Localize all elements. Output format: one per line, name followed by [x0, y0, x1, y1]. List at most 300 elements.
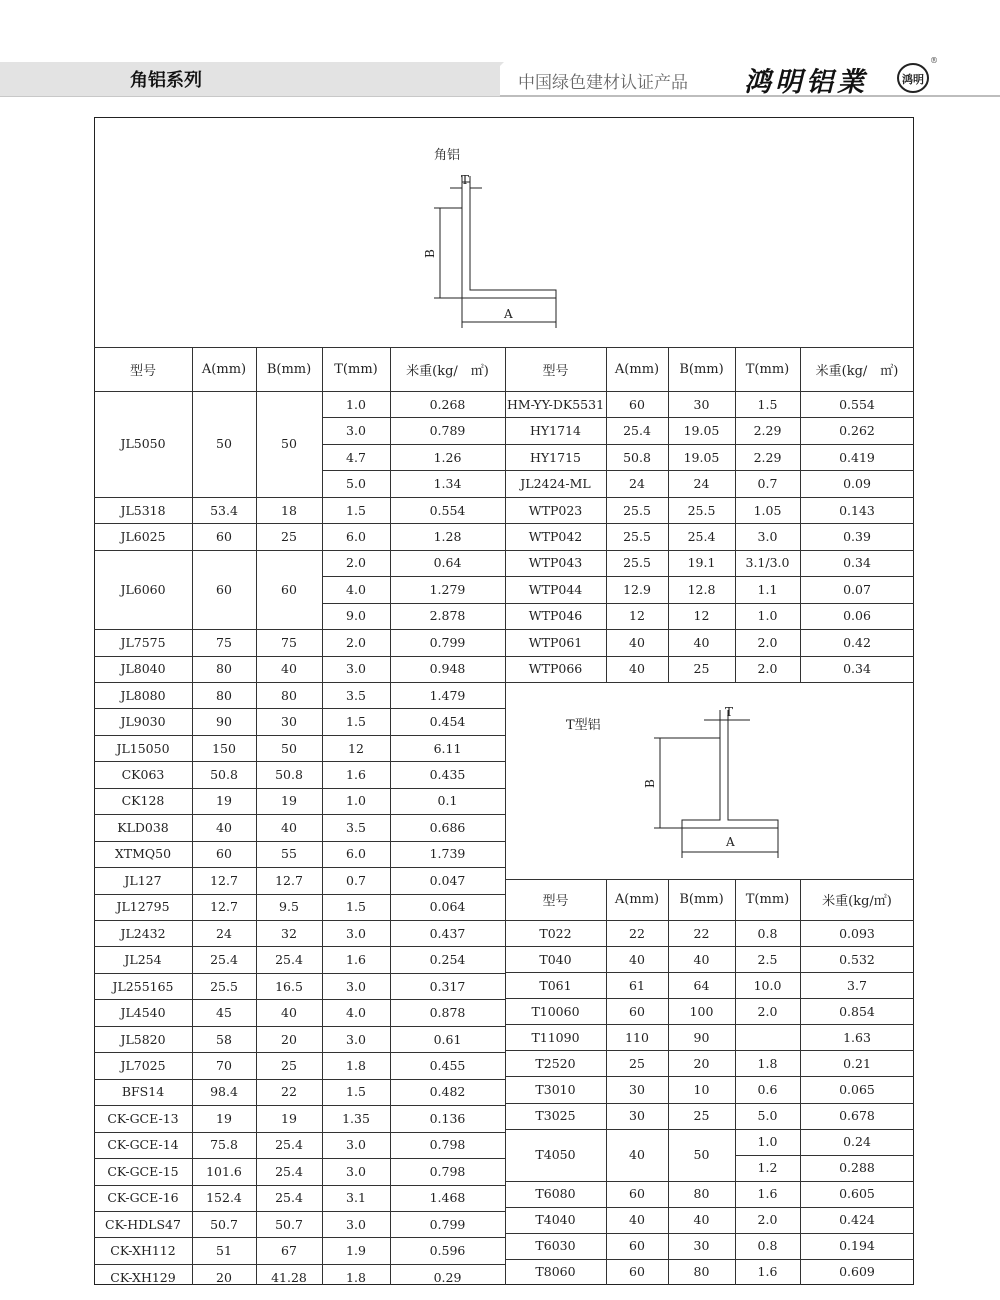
left-a-cell: 24 — [216, 925, 232, 941]
right-top-t-cell: 2.29 — [753, 423, 782, 439]
left-weight-cell: 0.047 — [429, 872, 466, 888]
right-bottom-b-cell: 10 — [693, 1081, 710, 1097]
right-bottom-model-cell: T10060 — [531, 1003, 580, 1019]
right-bottom-a-cell: 60 — [629, 1003, 645, 1019]
right-bottom-header-model: 型号 — [542, 894, 569, 909]
right-top-t-cell: 2.0 — [757, 661, 778, 677]
right-bottom-b-cell: 80 — [693, 1186, 710, 1202]
right-bottom-header-b: B(mm) — [679, 892, 724, 907]
left-model-cell: CK063 — [121, 767, 165, 783]
left-a-cell: 60 — [216, 528, 232, 544]
right-bottom-header-t: T(mm) — [745, 892, 790, 907]
left-t-cell: 3.0 — [346, 661, 366, 677]
left-t-cell: 1.0 — [346, 793, 366, 809]
left-a-cell: 20 — [216, 1269, 232, 1285]
left-model-cell: CK-GCE-14 — [107, 1137, 179, 1153]
left-a-cell: 75 — [216, 634, 232, 650]
right-bottom-a-cell: 60 — [629, 1264, 645, 1280]
column-divider — [192, 347, 193, 1285]
header-band-slant — [470, 62, 504, 96]
right-top-header-a: A(mm) — [614, 361, 660, 377]
left-a-cell: 25.4 — [210, 952, 238, 968]
left-a-cell: 98.4 — [210, 1084, 238, 1100]
left-weight-cell: 6.11 — [433, 740, 462, 756]
left-t-cell: 1.0 — [346, 396, 366, 412]
right-bottom-a-cell: 25 — [629, 1055, 645, 1071]
left-t-cell: 1.8 — [346, 1269, 366, 1285]
left-a-cell: 150 — [212, 740, 236, 756]
right-top-weight-cell: 0.09 — [843, 476, 871, 492]
right-top-model-cell: HY1715 — [530, 449, 581, 465]
left-header-b: B(mm) — [266, 361, 312, 377]
right-top-header-t: T(mm) — [745, 361, 790, 377]
right-bottom-b-cell: 40 — [693, 1212, 710, 1228]
right-top-a-cell: 60 — [629, 396, 645, 412]
left-a-cell: 80 — [216, 661, 232, 677]
t-diagram-title: T型铝 — [566, 718, 601, 733]
left-a-cell: 58 — [216, 1031, 232, 1047]
left-b-cell: 20 — [281, 1031, 297, 1047]
right-bottom-weight-cell: 0.424 — [839, 1212, 875, 1228]
angle-label-b: B — [423, 249, 437, 258]
left-weight-cell: 0.317 — [429, 978, 466, 994]
left-model-cell: BFS14 — [121, 1084, 165, 1100]
left-a-cell: 19 — [216, 793, 232, 809]
left-weight-cell: 1.34 — [433, 476, 462, 492]
left-weight-cell: 1.26 — [433, 449, 462, 465]
right-bottom-b-cell: 100 — [689, 1003, 714, 1019]
left-t-cell: 1.5 — [346, 1084, 366, 1100]
right-top-t-cell: 2.0 — [757, 634, 778, 650]
right-bottom-b-cell: 90 — [693, 1029, 710, 1045]
left-a-cell: 40 — [216, 819, 232, 835]
right-top-weight-cell: 0.143 — [839, 502, 875, 518]
right-top-b-cell: 40 — [693, 634, 710, 650]
left-weight-cell: 0.1 — [437, 793, 458, 809]
left-b-cell: 25 — [281, 528, 297, 544]
left-a-cell: 12.7 — [210, 872, 238, 888]
header-band — [0, 62, 500, 96]
right-bottom-t-cell: 1.6 — [757, 1264, 778, 1280]
left-b-cell: 50.7 — [275, 1216, 303, 1232]
right-top-b-cell: 12 — [693, 608, 710, 624]
left-a-cell: 19 — [216, 1110, 232, 1126]
right-bottom-weight-cell: 0.24 — [843, 1134, 871, 1150]
left-b-cell: 32 — [281, 925, 297, 941]
right-top-model-cell: HM-YY-DK5531 — [506, 396, 605, 412]
right-bottom-weight-cell: 0.678 — [839, 1108, 875, 1124]
left-model-cell: CK-GCE-15 — [107, 1163, 179, 1179]
left-weight-cell: 0.878 — [429, 1005, 466, 1021]
left-model-cell: CK128 — [121, 793, 165, 809]
right-top-b-cell: 25.5 — [687, 502, 716, 518]
left-weight-cell: 0.064 — [429, 899, 466, 915]
right-top-a-cell: 25.5 — [623, 555, 651, 571]
left-t-cell: 1.8 — [346, 1057, 366, 1073]
left-t-cell: 6.0 — [346, 846, 366, 862]
right-top-weight-cell: 0.419 — [839, 449, 875, 465]
right-bottom-model-cell: T6030 — [535, 1238, 576, 1254]
left-model-cell: JL5820 — [120, 1031, 166, 1047]
left-a-cell: 60 — [216, 846, 232, 862]
left-weight-cell: 2.878 — [429, 608, 466, 624]
brand-name: 鸿明铝業 — [744, 67, 868, 98]
right-bottom-a-cell: 40 — [629, 1212, 645, 1228]
left-weight-cell: 0.437 — [429, 925, 466, 941]
right-top-t-cell: 1.1 — [757, 581, 778, 597]
left-a-cell: 12.7 — [210, 899, 238, 915]
angle-profile-outline — [462, 182, 556, 298]
left-weight-cell: 1.28 — [433, 528, 462, 544]
right-bottom-a-cell: 22 — [629, 925, 645, 941]
left-b-cell: 25.4 — [275, 1190, 303, 1206]
left-weight-cell: 0.596 — [429, 1243, 466, 1259]
left-t-cell: 12 — [348, 740, 364, 756]
left-t-cell: 3.5 — [346, 687, 366, 703]
right-top-header-weight: 米重(kg/ ㎡) — [815, 363, 899, 379]
right-bottom-b-cell: 80 — [693, 1264, 710, 1280]
column-divider — [800, 879, 801, 1285]
left-model-cell: JL7575 — [120, 634, 166, 650]
left-t-cell: 1.9 — [346, 1243, 366, 1259]
left-b-cell: 25.4 — [275, 1137, 303, 1153]
right-top-a-cell: 25.5 — [623, 502, 651, 518]
right-top-a-cell: 12.9 — [623, 581, 651, 597]
right-top-b-cell: 19.05 — [683, 423, 720, 439]
left-a-cell: 70 — [216, 1057, 232, 1073]
right-bottom-t-cell: 5.0 — [757, 1108, 778, 1124]
right-bottom-model-cell: T3010 — [535, 1081, 576, 1097]
left-t-cell: 2.0 — [346, 634, 366, 650]
right-bottom-b-cell: 22 — [693, 925, 710, 941]
right-bottom-t-cell: 2.0 — [757, 1003, 778, 1019]
left-b-cell: 80 — [281, 687, 297, 703]
t-label-t: T — [725, 705, 734, 719]
right-bottom-t-cell: 1.0 — [757, 1134, 778, 1150]
left-t-cell: 3.1 — [346, 1190, 366, 1206]
right-top-t-cell: 0.7 — [757, 476, 778, 492]
right-bottom-weight-cell: 0.288 — [839, 1160, 875, 1176]
left-weight-cell: 0.789 — [429, 423, 466, 439]
right-bottom-weight-cell: 0.194 — [839, 1238, 875, 1254]
left-b-cell: 9.5 — [279, 899, 299, 915]
right-bottom-model-cell: T11090 — [531, 1029, 580, 1045]
left-t-cell: 4.7 — [346, 449, 366, 465]
brand-logo-text: 鸿明 — [902, 73, 924, 86]
left-t-cell: 9.0 — [346, 608, 366, 624]
right-bottom-a-cell: 30 — [629, 1081, 645, 1097]
right-top-model-cell: WTP066 — [528, 661, 583, 677]
right-bottom-a-cell: 40 — [629, 951, 645, 967]
right-bottom-weight-cell: 0.532 — [839, 951, 875, 967]
angle-diagram-title: 角铝 — [434, 148, 461, 163]
left-b-cell: 25.4 — [275, 952, 303, 968]
right-top-weight-cell: 0.06 — [843, 608, 871, 624]
angle-profile-diagram — [420, 170, 570, 330]
right-bottom-t-cell: 0.8 — [757, 925, 778, 941]
right-top-a-cell: 40 — [629, 634, 645, 650]
left-a-cell: 152.4 — [206, 1190, 242, 1206]
left-t-cell: 5.0 — [346, 476, 366, 492]
header-underline-left — [0, 96, 500, 97]
right-top-t-cell: 2.29 — [753, 449, 782, 465]
left-t-cell: 1.35 — [342, 1110, 370, 1126]
right-bottom-model-cell: T022 — [539, 925, 572, 941]
left-weight-cell: 0.64 — [433, 555, 462, 571]
right-bottom-a-cell: 30 — [629, 1108, 645, 1124]
left-t-cell: 1.6 — [346, 767, 366, 783]
right-top-weight-cell: 0.34 — [843, 555, 871, 571]
right-bottom-b-cell: 50 — [693, 1147, 710, 1163]
left-model-cell: CK-GCE-16 — [107, 1190, 179, 1206]
right-bottom-weight-cell: 0.065 — [839, 1081, 875, 1097]
left-weight-cell: 0.136 — [429, 1110, 466, 1126]
right-top-a-cell: 40 — [629, 661, 645, 677]
right-bottom-model-cell: T8060 — [535, 1264, 576, 1280]
right-top-header-model: 型号 — [542, 363, 569, 379]
left-model-cell: CK-GCE-13 — [107, 1110, 179, 1126]
left-t-cell: 1.5 — [346, 502, 366, 518]
right-bottom-model-cell: T2520 — [535, 1055, 576, 1071]
left-b-cell: 67 — [281, 1243, 297, 1259]
right-top-b-cell: 24 — [693, 476, 710, 492]
left-t-cell: 3.0 — [346, 978, 366, 994]
registered-mark: ® — [930, 56, 938, 65]
left-weight-cell: 0.799 — [429, 634, 466, 650]
right-top-a-cell: 50.8 — [623, 449, 651, 465]
right-bottom-weight-cell: 1.63 — [843, 1029, 871, 1045]
left-b-cell: 40 — [281, 819, 297, 835]
left-b-cell: 22 — [281, 1084, 297, 1100]
left-model-cell: JL6025 — [120, 528, 166, 544]
right-top-model-cell: WTP044 — [528, 581, 583, 597]
left-weight-cell: 0.798 — [429, 1137, 466, 1153]
right-top-model-cell: WTP042 — [528, 528, 583, 544]
left-t-cell: 1.5 — [346, 714, 366, 730]
right-top-weight-cell: 0.554 — [839, 396, 875, 412]
right-top-t-cell: 1.05 — [753, 502, 782, 518]
left-b-cell: 19 — [281, 793, 297, 809]
left-header-weight_left: 米重(kg/ ㎡) — [406, 363, 489, 379]
left-weight-cell: 0.435 — [429, 767, 466, 783]
right-bottom-model-cell: T040 — [539, 951, 572, 967]
left-weight-cell: 0.454 — [429, 714, 466, 730]
right-top-t-cell: 3.1/3.0 — [745, 555, 790, 571]
t-profile-outline — [682, 720, 778, 828]
left-b-cell: 16.5 — [275, 978, 303, 994]
right-top-t-cell: 1.0 — [757, 608, 778, 624]
right-bottom-t-cell — [735, 1024, 800, 1050]
left-t-cell: 3.0 — [346, 1031, 366, 1047]
brand-logo-icon — [896, 62, 930, 94]
left-model-cell: JL12795 — [116, 899, 170, 915]
left-weight-cell: 0.948 — [429, 661, 466, 677]
right-bottom-t-cell: 1.8 — [757, 1055, 778, 1071]
left-model-cell: CK-HDLS47 — [105, 1216, 181, 1232]
right-top-weight-cell: 0.39 — [843, 528, 871, 544]
column-divider — [735, 347, 736, 682]
left-model-cell: JL15050 — [116, 740, 170, 756]
right-bottom-weight-cell: 0.093 — [839, 925, 875, 941]
right-bottom-a-cell: 61 — [629, 977, 645, 993]
column-divider — [256, 347, 257, 1285]
left-header-model: 型号 — [129, 363, 156, 379]
right-top-b-cell: 25 — [693, 661, 710, 677]
column-divider — [668, 879, 669, 1285]
right-bottom-weight-cell: 3.7 — [847, 977, 867, 993]
right-top-model-cell: JL2424-ML — [520, 476, 591, 492]
t-label-b: B — [643, 779, 657, 788]
t-label-a: A — [726, 835, 735, 849]
left-b-cell: 30 — [281, 714, 297, 730]
right-bottom-t-cell: 0.6 — [757, 1081, 778, 1097]
right-top-weight-cell: 0.42 — [843, 634, 871, 650]
left-t-cell: 3.0 — [346, 1163, 366, 1179]
section-title: 角铝系列 — [130, 70, 202, 91]
left-b-cell: 18 — [281, 502, 297, 518]
right-top-model-cell: WTP043 — [528, 555, 583, 571]
left-t-cell: 3.0 — [346, 423, 366, 439]
left-t-cell: 0.7 — [346, 872, 366, 888]
right-bottom-t-cell: 1.2 — [757, 1160, 778, 1176]
left-weight-cell: 0.268 — [429, 396, 466, 412]
left-b-cell: 55 — [281, 846, 297, 862]
left-t-cell: 3.0 — [346, 1216, 366, 1232]
left-weight-cell: 1.279 — [429, 581, 466, 597]
right-bottom-model-cell: T6080 — [535, 1186, 576, 1202]
left-t-cell: 2.0 — [346, 555, 366, 571]
left-b-cell: 25 — [281, 1057, 297, 1073]
row-divider — [505, 682, 914, 683]
left-b-cell: 12.7 — [275, 872, 303, 888]
column-divider — [735, 879, 736, 1285]
left-t-cell: 1.6 — [346, 952, 366, 968]
left-weight-cell: 0.254 — [429, 952, 466, 968]
right-bottom-a-cell: 60 — [629, 1238, 645, 1254]
left-b-cell: 60 — [281, 581, 297, 597]
right-bottom-model-cell: T3025 — [535, 1108, 576, 1124]
right-top-weight-cell: 0.34 — [843, 661, 871, 677]
right-bottom-header-a: A(mm) — [614, 892, 660, 907]
right-top-a-cell: 25.5 — [623, 528, 651, 544]
header-slogan: 中国绿色建材认证产品 — [518, 73, 688, 93]
left-a-cell: 80 — [216, 687, 232, 703]
left-weight-cell: 0.61 — [433, 1031, 462, 1047]
left-weight-cell: 1.468 — [429, 1190, 466, 1206]
left-a-cell: 50.8 — [210, 767, 238, 783]
left-model-cell: JL6060 — [120, 581, 166, 597]
right-bottom-a-cell: 40 — [629, 1147, 645, 1163]
left-header-t: T(mm) — [334, 361, 378, 377]
right-top-b-cell: 19.1 — [687, 555, 716, 571]
left-b-cell: 50.8 — [275, 767, 303, 783]
left-weight-cell: 1.479 — [429, 687, 466, 703]
left-weight-cell: 0.554 — [429, 502, 466, 518]
left-model-cell: KLD038 — [117, 819, 169, 835]
right-bottom-a-cell: 60 — [629, 1186, 645, 1202]
column-divider — [606, 879, 607, 1285]
left-model-cell: JL7025 — [120, 1057, 166, 1073]
right-top-a-cell: 25.4 — [623, 423, 651, 439]
left-model-cell: JL4540 — [120, 1005, 166, 1021]
left-a-cell: 50 — [216, 436, 232, 452]
right-bottom-b-cell: 40 — [693, 951, 710, 967]
column-divider — [390, 347, 391, 1285]
right-top-b-cell: 19.05 — [683, 449, 720, 465]
right-bottom-weight-cell: 0.854 — [839, 1003, 875, 1019]
left-model-cell: JL127 — [124, 872, 162, 888]
right-bottom-b-cell: 64 — [693, 977, 710, 993]
left-weight-cell: 0.798 — [429, 1163, 466, 1179]
left-model-cell: JL254 — [124, 952, 162, 968]
left-model-cell: JL5050 — [120, 436, 166, 452]
angle-label-t: T — [461, 173, 470, 187]
right-top-model-cell: WTP023 — [528, 502, 583, 518]
column-divider — [322, 347, 323, 1285]
left-model-cell: JL255165 — [112, 978, 174, 994]
right-bottom-weight-cell: 0.21 — [843, 1055, 871, 1071]
right-top-model-cell: WTP061 — [528, 634, 583, 650]
right-bottom-t-cell: 2.0 — [757, 1212, 778, 1228]
left-b-cell: 75 — [281, 634, 297, 650]
right-bottom-weight-cell: 0.609 — [839, 1264, 875, 1280]
left-weight-cell: 1.739 — [429, 846, 466, 862]
column-divider — [668, 347, 669, 682]
column-divider — [606, 347, 607, 682]
right-bottom-t-cell: 1.6 — [757, 1186, 778, 1202]
right-bottom-header-weight: 米重(kg/㎡) — [822, 894, 892, 909]
right-top-b-cell: 12.8 — [687, 581, 716, 597]
left-a-cell: 50.7 — [210, 1216, 238, 1232]
left-a-cell: 53.4 — [210, 502, 238, 518]
left-b-cell: 25.4 — [275, 1163, 303, 1179]
left-model-cell: CK-XH112 — [110, 1243, 176, 1259]
left-model-cell: JL8080 — [120, 687, 166, 703]
left-a-cell: 51 — [216, 1243, 232, 1259]
left-t-cell: 1.5 — [346, 899, 366, 915]
left-a-cell: 60 — [216, 581, 232, 597]
right-top-a-cell: 12 — [629, 608, 645, 624]
left-a-cell: 90 — [216, 714, 232, 730]
left-weight-cell: 0.799 — [429, 1216, 466, 1232]
left-t-cell: 3.0 — [346, 925, 366, 941]
left-weight-cell: 0.482 — [429, 1084, 466, 1100]
left-weight-cell: 0.455 — [429, 1057, 466, 1073]
right-top-weight-cell: 0.07 — [843, 581, 871, 597]
right-top-weight-cell: 0.262 — [839, 423, 875, 439]
t-profile-diagram — [640, 700, 800, 860]
left-model-cell: XTMQ50 — [114, 846, 172, 862]
right-top-a-cell: 24 — [629, 476, 645, 492]
left-t-cell: 3.5 — [346, 819, 366, 835]
right-bottom-model-cell: T4040 — [535, 1212, 576, 1228]
right-bottom-b-cell: 25 — [693, 1108, 710, 1124]
left-a-cell: 101.6 — [206, 1163, 242, 1179]
left-model-cell: JL5318 — [120, 502, 166, 518]
right-bottom-weight-cell: 0.605 — [839, 1186, 875, 1202]
right-bottom-a-cell: 110 — [625, 1029, 649, 1045]
right-bottom-t-cell: 0.8 — [757, 1238, 778, 1254]
column-divider — [800, 347, 801, 682]
left-model-cell: JL8040 — [120, 661, 166, 677]
right-top-header-b: B(mm) — [679, 361, 724, 377]
left-b-cell: 40 — [281, 1005, 297, 1021]
left-b-cell: 19 — [281, 1110, 297, 1126]
left-b-cell: 41.28 — [271, 1269, 307, 1285]
left-b-cell: 40 — [281, 661, 297, 677]
right-top-t-cell: 3.0 — [757, 528, 778, 544]
right-bottom-model-cell: T061 — [539, 977, 572, 993]
